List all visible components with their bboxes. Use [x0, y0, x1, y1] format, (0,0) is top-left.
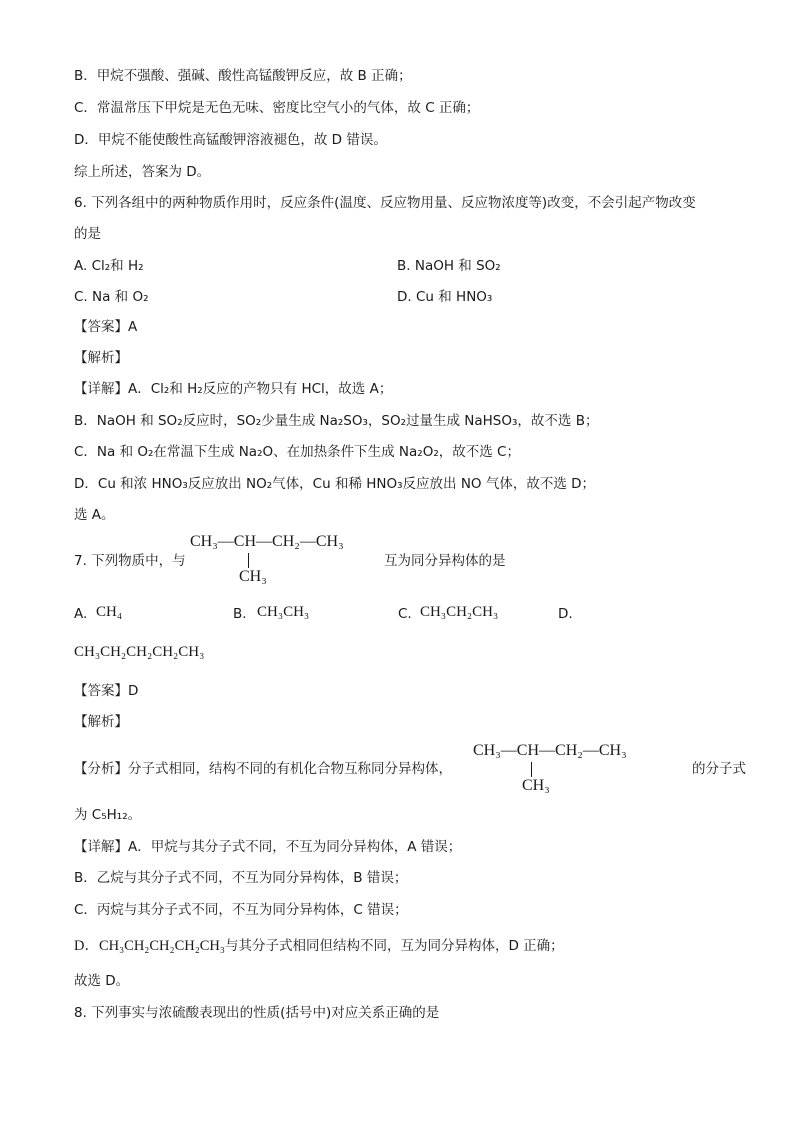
q5-option-d-explanation: D．甲烷不能使酸性高锰酸钾溶液褪色，故 D 错误。 — [74, 132, 387, 148]
answer-tag: 【答案】 — [74, 683, 128, 699]
q6-stem-line1: 6. 下列各组中的两种物质作用时，反应条件(温度、反应物用量、反应物浓度等)改变，不会引起产物改变 — [74, 195, 696, 211]
q8-stem: 8. 下列事实与浓硫酸表现出的性质(括号中)对应关系正确的是 — [74, 1005, 440, 1021]
struct-main-chain: CH₃—CH—CH₂—CH₃ — [473, 742, 627, 759]
q7-conclusion: 故选 D。 — [74, 973, 130, 989]
struct-branch: CH₃ — [522, 777, 550, 794]
q6-conclusion: 选 A。 — [74, 507, 115, 523]
struct-bond-line — [531, 762, 532, 777]
answer-value: A — [128, 319, 138, 335]
q6-detail-a: 【详解】A．Cl₂和 H₂反应的产物只有 HCl，故选 A； — [74, 381, 393, 397]
struct-branch: CH₃ — [239, 568, 267, 585]
q7-option-a-label: A. — [74, 606, 88, 622]
q6-answer — [74, 318, 137, 336]
q7-fenxi-line2: 为 C₅H₁₂。 — [74, 807, 142, 823]
q5-option-b-explanation: B．甲烷不强酸、强碱、酸性高锰酸钾反应，故 B 正确； — [74, 68, 412, 84]
q7-option-d: CH₃CH₂CH₂CH₂CH₃ — [74, 644, 205, 660]
q7-option-c: CH₃CH₂CH₃ — [420, 604, 499, 620]
q7-detail-c: C．丙烷与其分子式不同，不互为同分异构体，C 错误； — [74, 902, 408, 918]
q6-option-c: C. Na 和 O₂ — [74, 289, 149, 305]
q7-fenxi-structural-formula — [473, 742, 658, 797]
q7-stem-pre: 7. 下列物质中，与 — [74, 553, 186, 569]
q7-option-b-label: B. — [233, 606, 247, 622]
q6-analysis-tag: 【解析】 — [74, 350, 128, 366]
q7-option-b: CH₃CH₃ — [257, 604, 310, 620]
answer-value: D — [128, 683, 139, 699]
q6-option-b: B. NaOH 和 SO₂ — [397, 258, 501, 274]
detail-d-formula: D．CH₃CH₂CH₂CH₂CH₃ — [74, 938, 225, 954]
q5-option-c-explanation: C．常温常压下甲烷是无色无味、密度比空气小的气体，故 C 正确； — [74, 100, 480, 116]
q6-detail-d: D．Cu 和浓 HNO₃反应放出 NO₂气体，Cu 和稀 HNO₃反应放出 NO 气体，故不选 D； — [74, 476, 596, 492]
struct-bond-line — [248, 553, 249, 568]
q7-structural-formula — [190, 533, 375, 588]
q7-answer — [74, 682, 138, 700]
detail-d-text: 与其分子式相同但结构不同，互为同分异构体，D 正确； — [224, 938, 564, 954]
answer-tag: 【答案】 — [74, 319, 128, 335]
q6-stem-line2: 的是 — [74, 226, 101, 242]
q7-option-a: CH₄ — [96, 604, 123, 620]
q7-option-d-label: D. — [558, 606, 573, 622]
q7-detail-d — [74, 937, 564, 955]
q6-detail-c: C．Na 和 O₂在常温下生成 Na₂O、在加热条件下生成 Na₂O₂，故不选 C； — [74, 444, 520, 460]
q7-analysis-tag: 【解析】 — [74, 714, 128, 730]
q6-detail-b: B．NaOH 和 SO₂反应时，SO₂少量生成 Na₂SO₃，SO₂过量生成 NaHSO₃，故不选 B； — [74, 413, 599, 429]
q7-detail-b: B．乙烷与其分子式不同，不互为同分异构体，B 错误； — [74, 870, 408, 886]
struct-main-chain: CH₃—CH—CH₂—CH₃ — [190, 533, 344, 550]
q6-option-a: A. Cl₂和 H₂ — [74, 258, 144, 274]
q7-fenxi-post: 的分子式 — [692, 761, 746, 777]
q7-fenxi-pre: 【分析】分子式相同，结构不同的有机化合物互称同分异构体， — [74, 761, 452, 777]
q7-option-c-label: C. — [398, 606, 412, 622]
q7-stem-post: 互为同分异构体的是 — [384, 553, 506, 569]
q6-option-d: D. Cu 和 HNO₃ — [397, 289, 493, 305]
q7-detail-a: 【详解】A．甲烷与其分子式不同，不互为同分异构体，A 错误； — [74, 839, 462, 855]
q5-summary: 综上所述，答案为 D。 — [74, 164, 211, 180]
